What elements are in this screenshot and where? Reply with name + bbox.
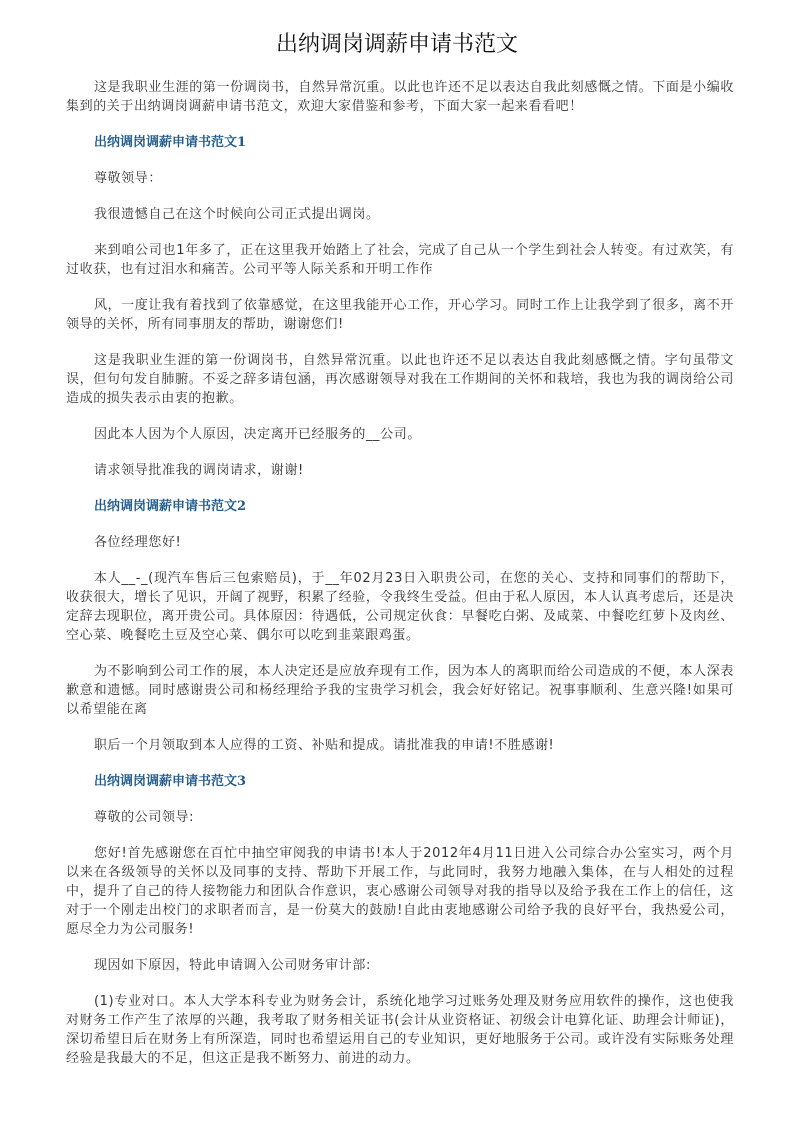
paragraph: 本人__-_(现汽车售后三包索赔员)，于__年02月23日入职贵公司，在您的关心、支持和同事们的帮助下，收获很大，增长了见识，开阔了视野，积累了经验，令我终生受益。但由于私人原因，本人认真考虑后，还是决定辞去现职位，离开贵公司。具体原因：待遇低，公司规定伙食：早餐吃白粥、及咸菜、中餐吃红萝卜及肉丝、空心菜、晚餐吃土豆及空心菜、偶尔可以吃到韭菜跟鸡蛋。 <box>66 571 734 643</box>
section-heading: 出纳调岗调薪申请书范文3 <box>93 774 246 789</box>
paragraph: 各位经理您好! <box>93 535 182 550</box>
paragraph: 我很遗憾自己在这个时候向公司正式提出调岗。 <box>93 207 380 222</box>
paragraph: 这是我职业生涯的第一份调岗书，自然异常沉重。以此也许还不足以表达自我此刻感慨之情。字句虽带文误，但句句发自肺腑。不妥之辞多请包涵，再次感谢领导对我在工作期间的关怀和栽培，我也为我的调岗给公司造成的损失表示由衷的抱歉。 <box>66 353 734 406</box>
document-body <box>66 78 734 1085</box>
paragraph: 现因如下原因，特此申请调入公司财务审计部: <box>93 958 371 973</box>
paragraph: 尊敬的公司领导: <box>93 810 195 825</box>
paragraph: 来到咱公司也1年多了，正在这里我开始踏上了社会，完成了自己从一个学生到社会人转变。有过欢笑，有过收获，也有过泪水和痛苦。公司平等人际关系和开明工作作 <box>66 243 734 277</box>
paragraph: 为不影响到公司工作的展，本人决定还是应放弃现有工作，因为本人的离职而给公司造成的不便，本人深表歉意和遗憾。同时感谢贵公司和杨经理给予我的宝贵学习机会，我会好好铭记。祝事事顺利、生意兴隆!如果可以希望能在离 <box>66 664 734 717</box>
paragraph: 风，一度让我有着找到了依靠感觉，在这里我能开心工作，开心学习。同时工作上让我学到了很多，离不开领导的关怀，所有同事朋友的帮助，谢谢您们! <box>66 298 734 332</box>
paragraph: 请求领导批准我的调岗请求，谢谢! <box>93 463 304 478</box>
paragraph: 职后一个月领取到本人应得的工资、补贴和提成。请批准我的申请!不胜感谢! <box>93 738 555 753</box>
intro-paragraph: 这是我职业生涯的第一份调岗书，自然异常沉重。以此也许还不足以表达自我此刻感慨之情。下面是小编收集到的关于出纳调岗调薪申请书范文，欢迎大家借鉴和参考，下面大家一起来看看吧！ <box>66 80 734 114</box>
section-heading: 出纳调岗调薪申请书范文2 <box>93 499 246 514</box>
document-title: 出纳调岗调薪申请书范文 <box>275 32 518 57</box>
paragraph: 尊敬领导： <box>93 171 162 186</box>
paragraph: (1)专业对口。本人大学本科专业为财务会计，系统化地学习过账务处理及财务应用软件的操作，这也使我对财务工作产生了浓厚的兴趣，我考取了财务相关证书(会计从业资格证、初级会计电算化证、助理会计师证)，深切希望日后在财务上有所深造，同时也希望运用自己的专业知识，更好地服务于公司。或许没有实际账务处理经验是我最大的不足，但这正是我不断努力、前进的动力。 <box>66 994 734 1066</box>
paragraph: 您好!首先感谢您在百忙中抽空审阅我的申请书!本人于2012年4月11日进入公司综合办公室实习，两个月以来在各级领导的关怀以及同事的支持、帮助下开展工作，与此同时，我努力地融入集体，在与人相处的过程中，提升了自己的待人接物能力和团队合作意识，衷心感谢公司领导对我的指导以及给予我在工作上的信任，这对于一个刚走出校门的求职者而言，是一份莫大的鼓励!自此由衷地感谢公司给予我的良好平台，我热爱公司，愿尽全力为公司服务! <box>66 846 734 937</box>
paragraph: 因此本人因为个人原因，决定离开已经服务的__公司。 <box>93 427 421 442</box>
section-heading: 出纳调岗调薪申请书范文1 <box>93 135 246 150</box>
